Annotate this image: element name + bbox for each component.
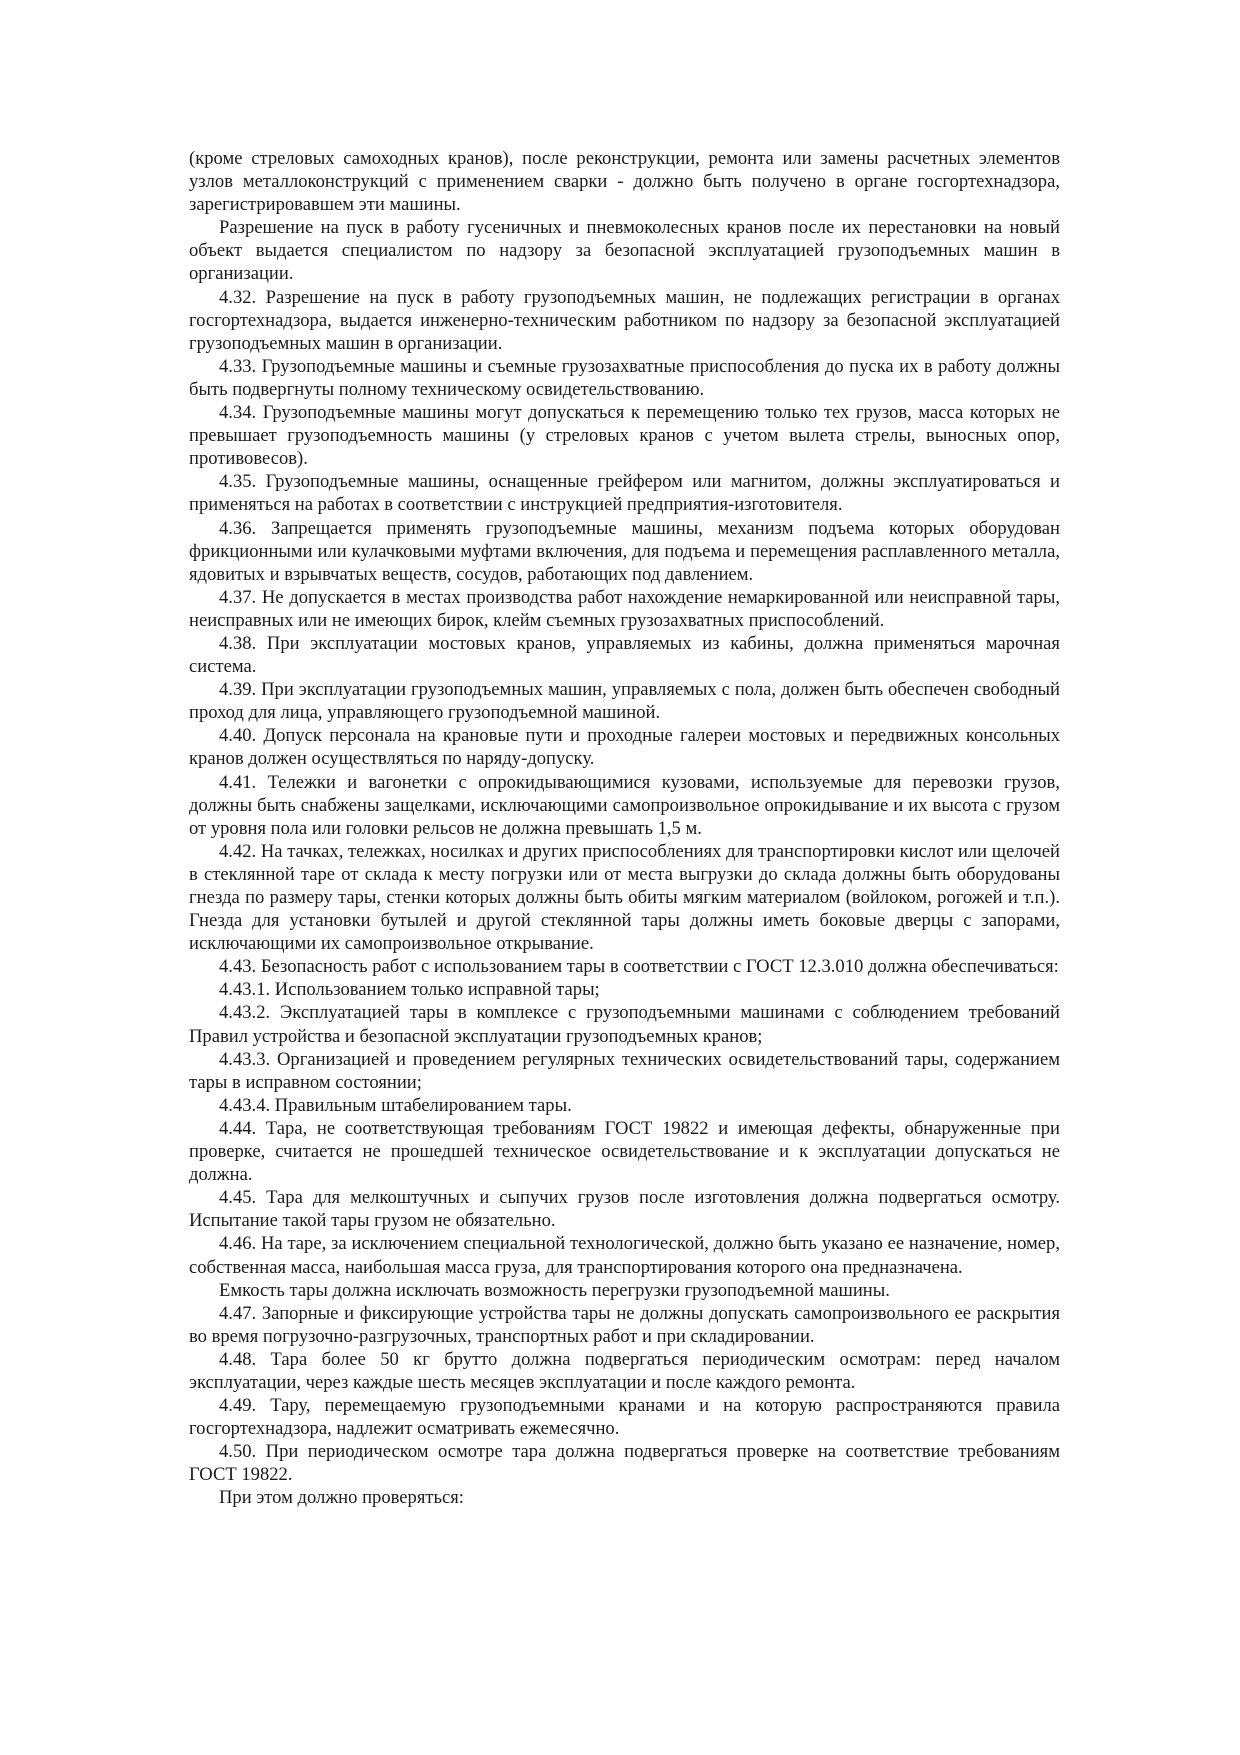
paragraph-4-39: 4.39. При эксплуатации грузоподъемных машин, управляемых с пола, должен быть обеспечен свободный проход для лица, управляющего грузоподъемной машиной.: [189, 679, 1060, 724]
paragraph-4-45: 4.45. Тара для мелкоштучных и сыпучих грузов после изготовления должна подвергаться осмотру. Испытание такой тары грузом не обязательно.: [189, 1187, 1060, 1232]
paragraph-4-46: 4.46. На таре, за исключением специальной технологической, должно быть указано ее назначение, номер, собственная масса, наибольшая масса груза, для транспортирования которого она предназначена.: [189, 1233, 1060, 1278]
paragraph-4-36: 4.36. Запрещается применять грузоподъемные машины, механизм подъема которых оборудован фрикционными или кулачковыми муфтами включения, для подъема и перемещения расплавленного металла, ядовитых и взрывчатых веществ, сосудов, работающих под давлением.: [189, 517, 1060, 585]
paragraph-4-43-4: 4.43.4. Правильным штабелированием тары.: [219, 1094, 572, 1116]
paragraph-4-43-2: 4.43.2. Эксплуатацией тары в комплексе с грузоподъемными машинами с соблюдением требований Правил устройства и безопасной эксплуатации грузоподъемных кранов;: [189, 1002, 1060, 1047]
paragraph-checklist-intro: При этом должно проверяться:: [219, 1487, 464, 1509]
paragraph-container-capacity: Емкость тары должна исключать возможность перегрузки грузоподъемной машины.: [219, 1279, 890, 1301]
paragraph-4-43: 4.43. Безопасность работ с использованием тары в соответствии с ГОСТ 12.3.010 должна обеспечиваться:: [219, 956, 1059, 978]
paragraph-4-50: 4.50. При периодическом осмотре тара должна подвергаться проверке на соответствие требованиям ГОСТ 19822.: [189, 1441, 1060, 1486]
paragraph-4-38: 4.38. При эксплуатации мостовых кранов, управляемых из кабины, должна применяться марочная система.: [189, 632, 1060, 678]
paragraph-4-33: 4.33. Грузоподъемные машины и съемные грузозахватные приспособления до пуска их в работу должны быть подвергнуты полному техническому освидетельствованию.: [189, 355, 1060, 400]
paragraph-4-41: 4.41. Тележки и вагонетки с опрокидывающимися кузовами, используемые для перевозки грузов, должны быть снабжены защелками, исключающими самопроизвольное опрокидывание и их высота с грузом от уровня пола или головки рельсов не должна превышать 1,5 м.: [189, 771, 1060, 839]
paragraph-4-35: 4.35. Грузоподъемные машины, оснащенные грейфером или магнитом, должны эксплуатироваться и применяться на работах в соответствии с инструкцией предприятия-изготовителя.: [189, 471, 1060, 516]
paragraph-4-43-3: 4.43.3. Организацией и проведением регулярных технических освидетельствований тары, содержанием тары в исправном состоянии;: [189, 1048, 1060, 1093]
paragraph-continuation: (кроме стреловых самоходных кранов), после реконструкции, ремонта или замены расчетных элементов узлов металлоконструкций с применением сварки - должно быть получено в органе госгортехнадзора, зарегистрировавшем эти машины.: [189, 148, 1060, 216]
paragraph-4-37: 4.37. Не допускается в местах производства работ нахождение немаркированной или неисправной тары, неисправных или не имеющих бирок, клейм съемных грузозахватных приспособлений.: [189, 586, 1060, 631]
paragraph-4-49: 4.49. Тару, перемещаемую грузоподъемными кранами и на которую распространяются правила госгортехнадзора, надлежит осматривать ежемесячно.: [189, 1395, 1060, 1440]
paragraph-4-32: 4.32. Разрешение на пуск в работу грузоподъемных машин, не подлежащих регистрации в органах госгортехнадзора, выдается инженерно-техническим работником по надзору за безопасной эксплуатацией грузоподъемных машин в организации.: [189, 286, 1060, 354]
paragraph-4-40: 4.40. Допуск персонала на крановые пути и проходные галереи мостовых и передвижных консольных кранов должен осуществляться по наряду-допуску.: [189, 725, 1060, 770]
paragraph-4-43-1: 4.43.1. Использованием только исправной тары;: [219, 979, 600, 1001]
paragraph-4-47: 4.47. Запорные и фиксирующие устройства тары не должны допускать самопроизвольного ее раскрытия во время погрузочно-разгрузочных, транспортных работ и при складировании.: [189, 1302, 1060, 1347]
paragraph-4-44: 4.44. Тара, не соответствующая требованиям ГОСТ 19822 и имеющая дефекты, обнаруженные при проверке, считается не прошедшей техническое освидетельствование и к эксплуатации допускаться не должна.: [189, 1117, 1060, 1186]
paragraph-4-42: 4.42. На тачках, тележках, носилках и других приспособлениях для транспортировки кислот или щелочей в стеклянной таре от склада к месту погрузки или от места выгрузки до склада должны быть оборудованы гнезда по размеру тары, стенки которых должны быть обиты мягким материалом (войлоком, рогожей и т.п.). Гнезда для установки бутылей и другой стеклянной тары должны иметь боковые дверцы с запорами, исключающими их самопроизвольное открывание.: [189, 840, 1060, 955]
paragraph-4-48: 4.48. Тара более 50 кг брутто должна подвергаться периодическим осмотрам: перед началом эксплуатации, через каждые шесть месяцев эксплуатации и после каждого ремонта.: [189, 1348, 1060, 1393]
paragraph-4-34: 4.34. Грузоподъемные машины могут допускаться к перемещению только тех грузов, масса которых не превышает грузоподъемность машины (у стреловых кранов с учетом вылета стрелы, выносных опор, противовесов).: [189, 402, 1060, 470]
document-page: [189, 147, 1060, 1510]
paragraph-crane-relocation-permit: Разрешение на пуск в работу гусеничных и пневмоколесных кранов после их перестановки на новый объект выдается специалистом по надзору за безопасной эксплуатацией грузоподъемных машин в организации.: [189, 217, 1060, 285]
